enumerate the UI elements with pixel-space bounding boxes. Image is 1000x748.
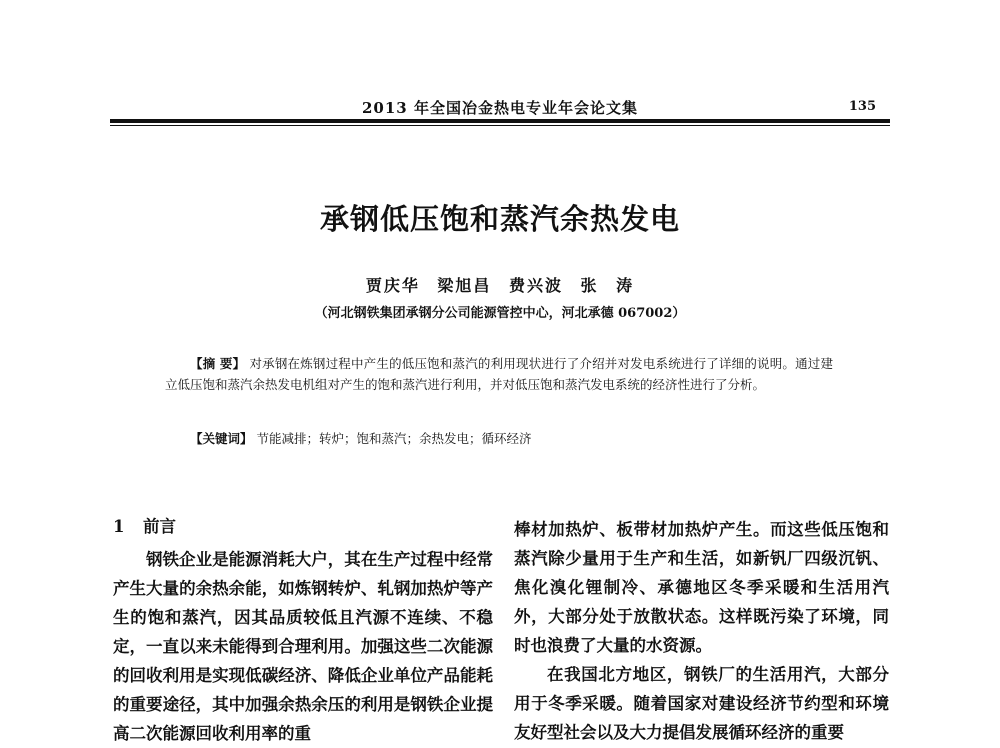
keywords-text: 节能减排；转炉；饱和蒸汽；余热发电；循环经济 xyxy=(256,431,532,446)
body-paragraph: 钢铁企业是能源消耗大户，其在生产过程中经常产生大量的余热余能，如炼钢转炉、轧钢加热炉等产生的饱和蒸汽，因其品质较低且汽源不连续、不稳定，一直以来未能得到合理利用。加强这些二次能源的回收利用是实现低碳经济、降低企业单位产品能耗的重要途径，其中加强余热余压的利用是钢铁企业提高二次能源回收利用率的重 xyxy=(113,550,493,743)
article-title: 承钢低压饱和蒸汽余热发电 xyxy=(319,202,680,236)
page-number: 135 xyxy=(848,99,876,114)
keywords-label: 【关键词】 xyxy=(190,431,253,446)
running-head xyxy=(110,97,890,119)
left-column xyxy=(113,545,493,748)
authors: 贾庆华 梁旭昌 费兴波 张 涛 xyxy=(365,276,635,295)
abstract-text: 对承钢在炼钢过程中产生的低压饱和蒸汽的利用现状进行了介绍并对发电系统进行了详细的说明。通过建立低压饱和蒸汽余热发电机组对产生的饱和蒸汽进行利用，并对低压饱和蒸汽发电系统的经济性进行了分析。 xyxy=(165,356,833,392)
affiliation: （河北钢铁集团承钢分公司能源管控中心，河北承德 067002） xyxy=(314,306,686,321)
body-paragraph-continued: 棒材加热炉、板带材加热炉产生。而这些低压饱和蒸汽除少量用于生产和生活，如新钒厂四级沉钒、焦化溴化锂制冷、承德地区冬季采暖和生活用汽外，大部分处于放散状态。这样既污染了环境，同时也浪费了大量的水资源。 xyxy=(514,520,889,655)
keywords xyxy=(165,428,833,449)
section-heading xyxy=(113,513,176,537)
abstract xyxy=(165,353,833,395)
section-title: 前言 xyxy=(143,517,176,536)
right-column xyxy=(514,515,889,747)
body-paragraph: 在我国北方地区，钢铁厂的生活用汽，大部分用于冬季采暖。随着国家对建设经济节约型和环境友好型社会以及大力提倡发展循环经济的重要 xyxy=(514,665,889,742)
abstract-label: 【摘 要】 xyxy=(190,356,246,371)
header-rule-thin xyxy=(110,125,890,126)
header-rule-thick xyxy=(110,119,890,123)
section-number: 1 xyxy=(113,517,125,536)
running-title: 2013 年全国冶金热电专业年会论文集 xyxy=(362,99,638,117)
